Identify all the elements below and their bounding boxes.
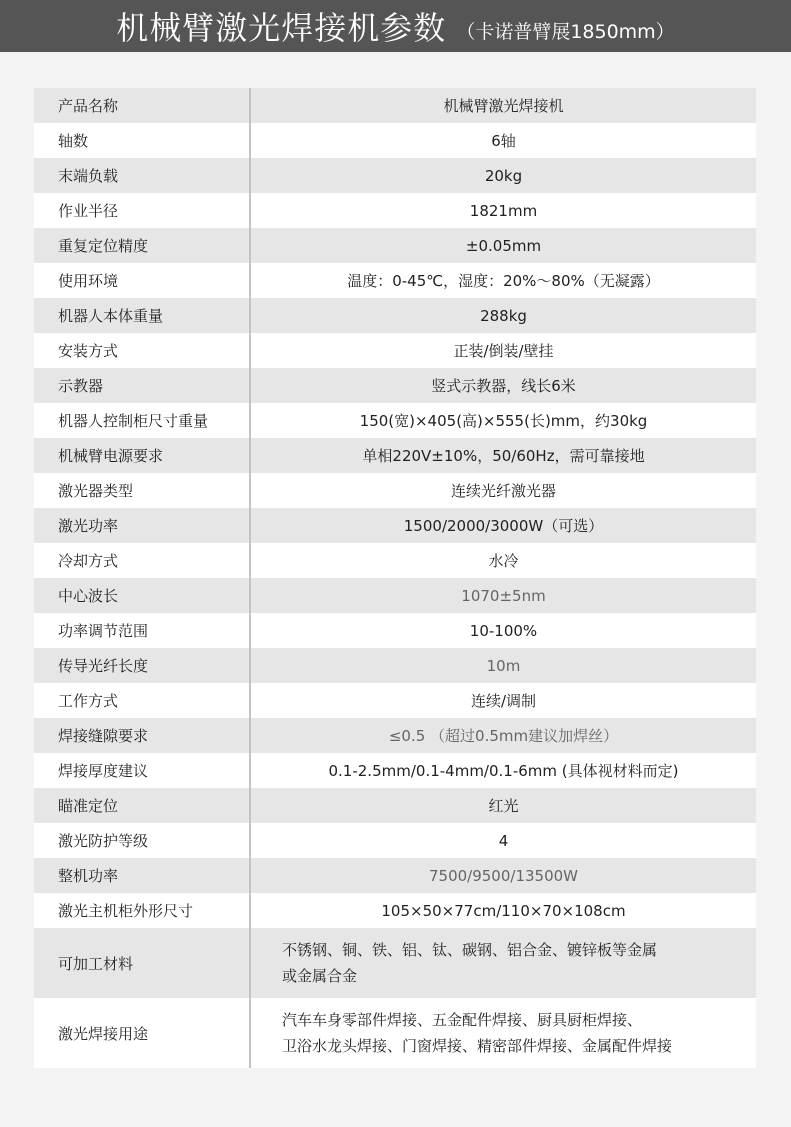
row-value: 红光	[488, 797, 519, 815]
table-row	[34, 788, 756, 823]
row-value: 1821mm	[469, 201, 538, 220]
row-value: 1500/2000/3000W（可选）	[403, 517, 604, 535]
row-value-line: 或金属合金	[282, 967, 358, 985]
row-value: 10-100%	[469, 621, 538, 640]
row-value: 1070±5nm	[461, 586, 546, 605]
table-row	[34, 578, 756, 613]
row-label: 使用环境	[34, 263, 251, 298]
row-label: 重复定位精度	[34, 228, 251, 263]
row-label: 示教器	[34, 368, 251, 403]
row-value: 4	[498, 831, 509, 850]
row-label: 机器人本体重量	[34, 298, 251, 333]
table-row	[34, 228, 756, 263]
row-label: 功率调节范围	[34, 613, 251, 648]
row-value: 水冷	[488, 552, 519, 570]
row-label: 作业半径	[34, 193, 251, 228]
row-label: 传导光纤长度	[34, 648, 251, 683]
table-row	[34, 823, 756, 858]
table-row	[34, 368, 756, 403]
row-value-line: 卫浴水龙头焊接、门窗焊接、精密部件焊接、金属配件焊接	[282, 1037, 673, 1055]
row-label: 激光主机柜外形尺寸	[34, 893, 251, 928]
row-label: 激光防护等级	[34, 823, 251, 858]
table-row	[34, 998, 756, 1068]
table-row	[34, 193, 756, 228]
row-value: 0.1-2.5mm/0.1-4mm/0.1-6mm (具体视材料而定)	[328, 762, 679, 780]
table-row	[34, 473, 756, 508]
row-value: 机械臂激光焊接机	[443, 97, 564, 115]
row-value: 连续/调制	[470, 692, 537, 710]
table-row	[34, 543, 756, 578]
table-row	[34, 123, 756, 158]
table-row	[34, 263, 756, 298]
row-label: 工作方式	[34, 683, 251, 718]
row-label: 机械臂电源要求	[34, 438, 251, 473]
row-label: 可加工材料	[34, 928, 251, 998]
row-label: 中心波长	[34, 578, 251, 613]
table-row	[34, 753, 756, 788]
row-label: 末端负载	[34, 158, 251, 193]
row-value: 105×50×77cm/110×70×108cm	[381, 901, 626, 920]
row-value: 150(宽)×405(高)×555(长)mm，约30kg	[359, 412, 648, 430]
row-value: 20kg	[484, 166, 523, 185]
row-label: 产品名称	[34, 88, 251, 123]
table-row	[34, 858, 756, 893]
table-row	[34, 403, 756, 438]
row-label: 激光功率	[34, 508, 251, 543]
row-label: 激光焊接用途	[34, 998, 251, 1068]
table-row	[34, 508, 756, 543]
table-row	[34, 158, 756, 193]
row-label: 轴数	[34, 123, 251, 158]
row-label: 安装方式	[34, 333, 251, 368]
row-label: 整机功率	[34, 858, 251, 893]
row-value: 7500/9500/13500W	[428, 866, 578, 885]
row-label: 瞄准定位	[34, 788, 251, 823]
row-value: 288kg	[480, 306, 527, 325]
spec-table	[34, 88, 756, 1068]
row-value: ≤0.5 （超过0.5mm建议加焊丝）	[388, 727, 619, 745]
row-label: 激光器类型	[34, 473, 251, 508]
row-value: ±0.05mm	[465, 236, 542, 255]
table-row	[34, 928, 756, 998]
table-row	[34, 893, 756, 928]
row-value: 正装/倒装/壁挂	[453, 342, 554, 360]
table-row	[34, 88, 756, 123]
row-value: 温度：0-45℃，湿度：20%～80%（无凝露）	[347, 272, 660, 290]
page-title: 机械臂激光焊接机参数	[116, 9, 447, 47]
page-subtitle: （卡诺普臂展1850mm）	[456, 20, 675, 43]
row-value: 6轴	[491, 132, 516, 150]
table-row	[34, 613, 756, 648]
table-row	[34, 438, 756, 473]
row-value-line: 汽车车身零部件焊接、五金配件焊接、厨具厨柜焊接、	[282, 1011, 643, 1029]
table-row	[34, 333, 756, 368]
row-value: 10m	[486, 656, 521, 675]
row-value: 竖式示教器，线长6米	[431, 377, 576, 395]
row-value: 连续光纤激光器	[450, 482, 556, 500]
table-row	[34, 683, 756, 718]
row-label: 焊接厚度建议	[34, 753, 251, 788]
row-label: 机器人控制柜尺寸重量	[34, 403, 251, 438]
row-value	[251, 998, 756, 1068]
table-row	[34, 298, 756, 333]
row-value	[251, 928, 756, 998]
table-row	[34, 718, 756, 753]
row-value: 单相220V±10%，50/60Hz，需可靠接地	[362, 447, 645, 465]
page-header	[0, 0, 791, 52]
row-value-line: 不锈钢、铜、铁、铝、钛、碳钢、铝合金、镀锌板等金属	[282, 941, 658, 959]
table-row	[34, 648, 756, 683]
row-label: 焊接缝隙要求	[34, 718, 251, 753]
row-label: 冷却方式	[34, 543, 251, 578]
